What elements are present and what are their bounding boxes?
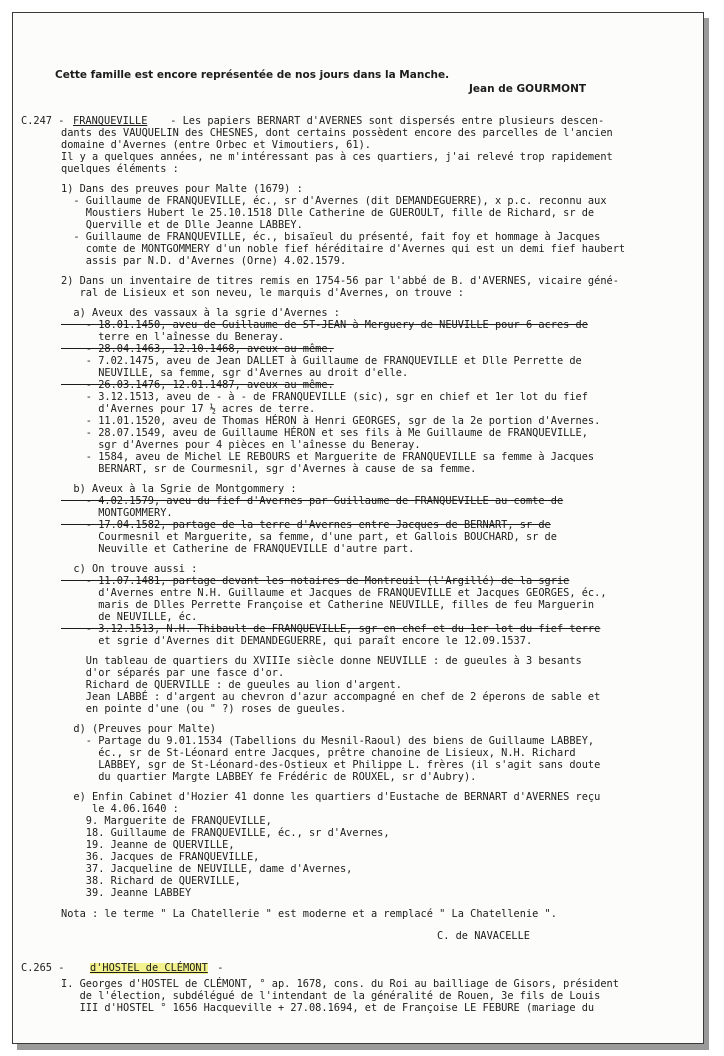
document-page: [12, 12, 704, 1044]
text-line: - Guillaume de FRANQUEVILLE, éc., bisaïeul du présenté, fait foy et hommage à Jacques: [61, 231, 601, 243]
author-signature: C. de NAVACELLE: [437, 930, 530, 942]
text-line: Moustiers Hubert le 25.10.1518 Dlle Catherine de GUEROULT, fille de Richard, sr de: [61, 207, 595, 219]
entry-ref-c247: C.247 -: [21, 115, 65, 127]
text-line: d'Avernes pour 17 ½ acres de terre.: [61, 403, 316, 415]
entry-ref-c265: C.265 -: [21, 962, 65, 974]
text-line: d'or séparés par une fasce d'or.: [61, 667, 285, 679]
text-line: MONTGOMMERY.: [61, 507, 173, 519]
text-line: et sgrie d'Avernes dit DEMANDEGUERRE, qui paraît encore le 12.09.1537.: [61, 635, 533, 647]
text-line: Un tableau de quartiers du XVIIIe siècle donne NEUVILLE : de gueules à 3 besants: [61, 655, 582, 667]
text-line: - 28.07.1549, aveu de Guillaume HÉRON et ses fils à Me Guillaume de FRANQUEVILLE,: [61, 427, 588, 439]
text-line: Il y a quelques années, ne m'intéressant pas à ces quartiers, j'ai relevé trop rapidement: [61, 151, 613, 163]
intro-line: Cette famille est encore représentée de nos jours dans la Manche.: [55, 69, 450, 81]
entry-title-c265: d'HOSTEL de CLÉMONT: [90, 962, 208, 974]
nota-line: Nota : le terme " La Chatellerie " est moderne et a remplacé " La Chatellenie ".: [61, 908, 557, 920]
text-line: - 11.07.1481, partage devant les notaires de Montreuil (l'Argillé) de la sgrie: [61, 575, 570, 587]
text-line: - 28.04.1463, 12.10.1468, aveux au même.: [61, 343, 334, 355]
text-line: domaine d'Avernes (entre Orbec et Vimoutiers, 61).: [61, 139, 371, 151]
text-line: - Guillaume de FRANQUEVILLE, éc., sr d'Avernes (dit DEMANDEGUERRE), x p.c. reconnu aux: [61, 195, 607, 207]
text-line: - Les papiers BERNART d'AVERNES sont dispersés entre plusieurs descen-: [164, 115, 605, 127]
text-line: éc., sr de St-Léonard entre Jacques, prêtre chanoine de Lisieux, N.H. Richard: [61, 747, 576, 759]
text-line: - 18.01.1450, aveu de Guillaume de ST-JEAN à Merguery de NEUVILLE pour 6 acres de: [61, 319, 588, 331]
text-line: en pointe d'une (ou " ?) roses de gueules.: [61, 703, 347, 715]
text-line: d) (Preuves pour Malte): [61, 723, 216, 735]
text-line: III d'HOSTEL ° 1656 Hacqueville + 27.08.1694, et de Françoise LE FEBURE (mariage du: [61, 1002, 595, 1014]
text-line: - 3.12.1513, N.H. Thibault de FRANQUEVILLE, sgr en chef et du 1er lot du fief terre: [61, 623, 601, 635]
text-line: du quartier Margte LABBEY fe Frédéric de ROUXEL, sr d'Aubry).: [61, 771, 477, 783]
entry-title-c247: FRANQUEVILLE: [73, 115, 148, 127]
text-line: LABBEY, sgr de St-Léonard-des-Ostieux et Philippe L. frères (il s'agit sans doute: [61, 759, 601, 771]
text-line: maris de Dlles Perrette Françoise et Catherine NEUVILLE, filles de feu Marguerin: [61, 599, 595, 611]
text-line: - Partage du 9.01.1534 (Tabellions du Mesnil-Raoul) des biens de Guillaume LABBEY,: [61, 735, 595, 747]
text-line: 39. Jeanne LABBEY: [61, 887, 192, 899]
text-line: de NEUVILLE, éc.: [61, 611, 198, 623]
text-line: - 4.02.1579, aveu du fief d'Avernes par Guillaume de FRANQUEVILLE au comte de: [61, 495, 564, 507]
text-line: dants des VAUQUELIN des CHESNES, dont certains possèdent encore des parcelles de l'ancien: [61, 127, 613, 139]
text-line: quelques éléments :: [61, 163, 179, 175]
text-line: 38. Richard de QUERVILLE,: [61, 875, 241, 887]
text-line: assis par N.D. d'Avernes (Orne) 4.02.1579.: [61, 255, 347, 267]
text-line: d'Avernes entre N.H. Guillaume et Jacques de FRANQUEVILLE et Jacques GEORGES, éc.,: [61, 587, 607, 599]
text-line: NEUVILLE, sa femme, sgr d'Avernes au droit d'elle.: [61, 367, 409, 379]
text-line: - 1584, aveu de Michel LE REBOURS et Marguerite de FRANQUEVILLE sa femme à Jacques: [61, 451, 595, 463]
text-line: Querville et de Dlle Jeanne LABBEY.: [61, 219, 303, 231]
text-line: 18. Guillaume de FRANQUEVILLE, éc., sr d'Avernes,: [61, 827, 390, 839]
text-line: BERNART, sr de Courmesnil, sgr d'Avernes à cause de sa femme.: [61, 463, 477, 475]
text-line: Richard de QUERVILLE : de gueules au lion d'argent.: [61, 679, 402, 691]
text-line: e) Enfin Cabinet d'Hozier 41 donne les quartiers d'Eustache de BERNART d'AVERNES reçu: [61, 791, 601, 803]
text-line: Courmesnil et Marguerite, sa femme, d'une part, et Gallois BOUCHARD, sr de: [61, 531, 557, 543]
text-line: c) On trouve aussi :: [61, 563, 198, 575]
text-line: - 11.01.1520, aveu de Thomas HÉRON à Henri GEORGES, sgr de la 2e portion d'Avernes.: [61, 415, 601, 427]
text-line: 37. Jacqueline de NEUVILLE, dame d'Avernes,: [61, 863, 353, 875]
text-line: - 3.12.1513, aveu de - à - de FRANQUEVILLE (sic), sgr en chief et 1er lot du fief: [61, 391, 588, 403]
text-line: sgr d'Avernes pour 4 pièces en l'aînesse du Beneray.: [61, 439, 421, 451]
text-line: de l'élection, subdélégué de l'intendant de la généralité de Rouen, 3e fils de Louis: [61, 990, 601, 1002]
text-line: comte de MONTGOMMERY d'un noble fief héréditaire d'Avernes qui est un demi fief haubert: [61, 243, 626, 255]
text-line: I. Georges d'HOSTEL de CLÉMONT, ° ap. 1678, cons. du Roi au bailliage de Gisors, président: [61, 978, 619, 990]
text-line: - 26.03.1476, 12.01.1487, aveux au même.: [61, 379, 334, 391]
text-line: Jean LABBÉ : d'argent au chevron d'azur accompagné en chef de 2 éperons de sable et: [61, 691, 601, 703]
text-line: 2) Dans un inventaire de titres remis en 1754-56 par l'abbé de B. d'AVERNES, vicaire géné-: [61, 275, 619, 287]
text-line: - 17.04.1582, partage de la terre d'Avernes entre Jacques de BERNART, sr de: [61, 519, 551, 531]
text-line: a) Aveux des vassaux à la sgrie d'Avernes :: [61, 307, 340, 319]
text-line: le 4.06.1640 :: [61, 803, 179, 815]
text-line: - 7.02.1475, aveu de Jean DALLET à Guillaume de FRANQUEVILLE et Dlle Perrette de: [61, 355, 582, 367]
text-line: ral de Lisieux et son neveu, le marquis d'Avernes, on trouve :: [61, 287, 464, 299]
text-line: 1) Dans des preuves pour Malte (1679) :: [61, 183, 303, 195]
text-line: 19. Jeanne de QUERVILLE,: [61, 839, 235, 851]
text-line: -: [211, 962, 224, 974]
text-line: 9. Marguerite de FRANQUEVILLE,: [61, 815, 272, 827]
intro-signature: Jean de GOURMONT: [469, 83, 587, 95]
text-line: terre en l'aînesse du Beneray.: [61, 331, 285, 343]
text-line: 36. Jacques de FRANQUEVILLE,: [61, 851, 260, 863]
text-line: Neuville et Catherine de FRANQUEVILLE d'autre part.: [61, 543, 415, 555]
text-line: b) Aveux à la Sgrie de Montgommery :: [61, 483, 297, 495]
